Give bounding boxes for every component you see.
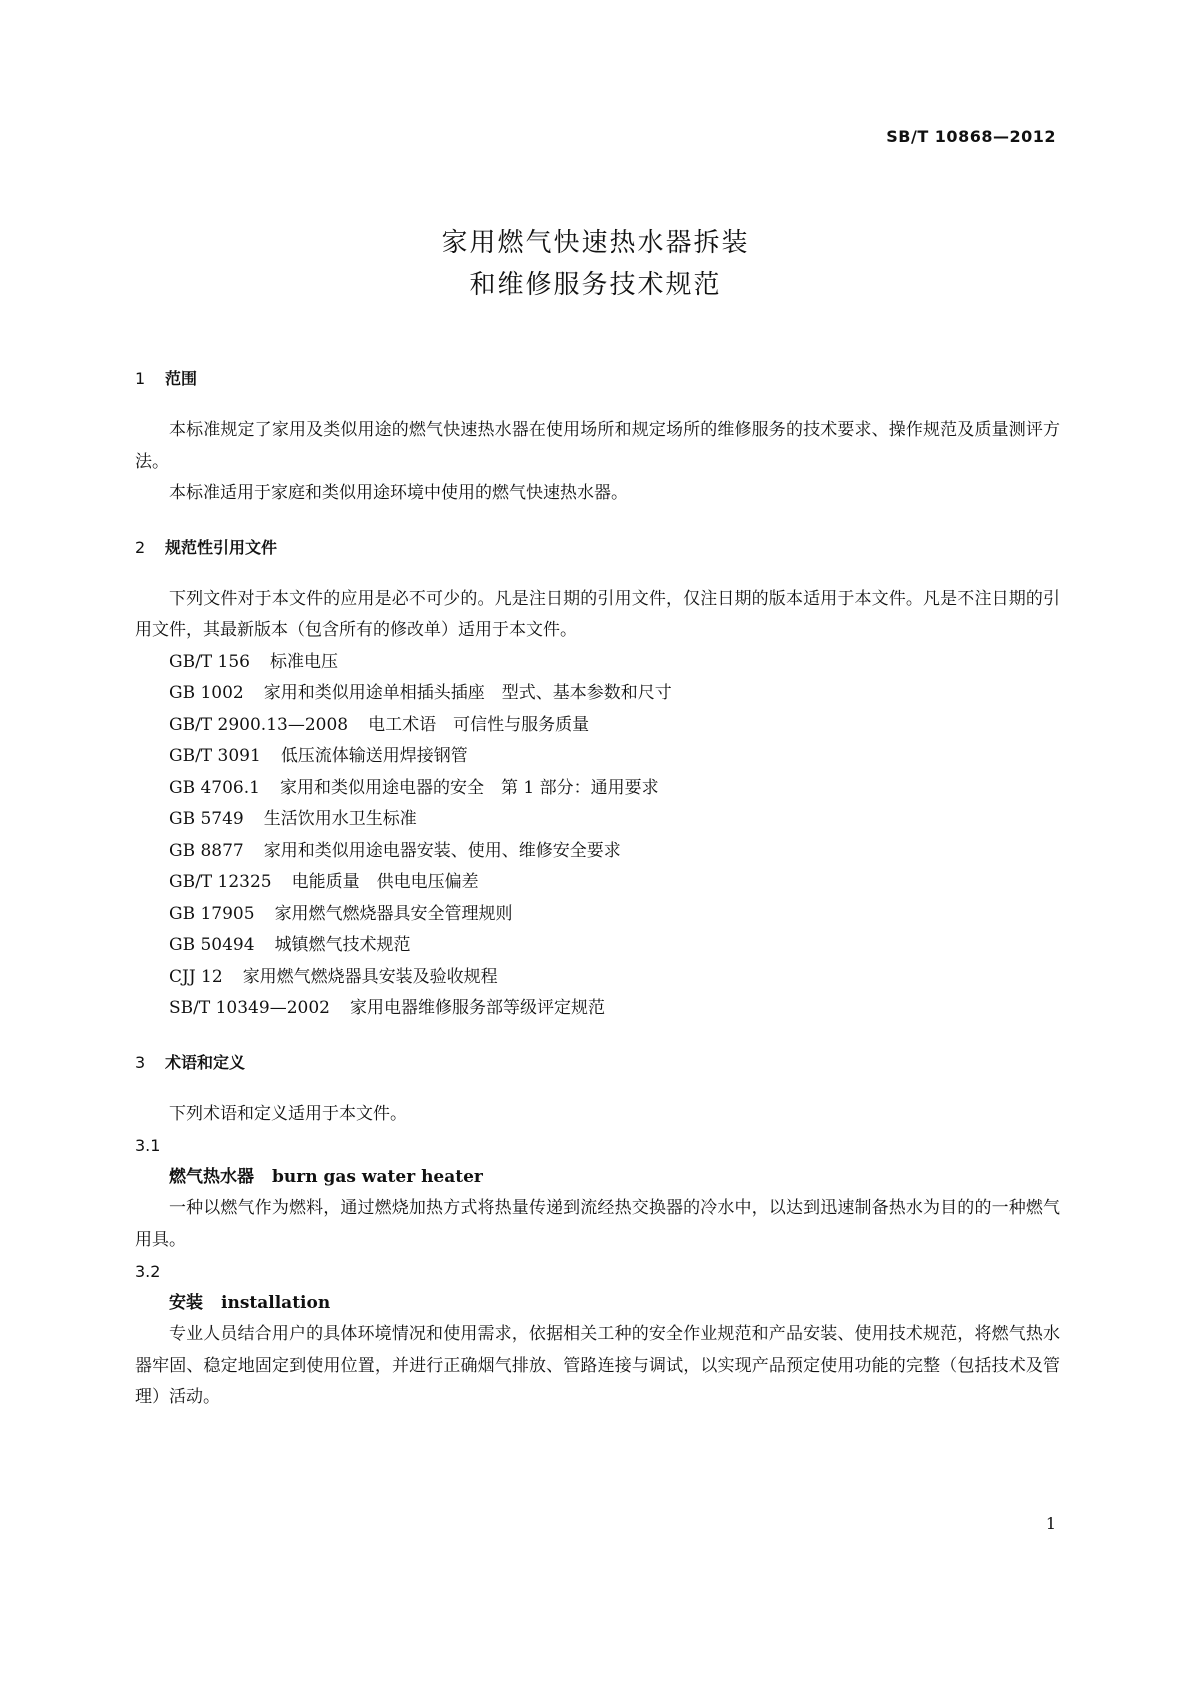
section-spacer: [135, 1025, 1060, 1047]
reference-title: 家用燃气燃烧器具安全管理规则: [274, 903, 513, 924]
section-3-heading: [135, 1047, 1060, 1078]
page-number: 1: [1045, 1514, 1056, 1533]
section-2-heading: [135, 532, 1060, 563]
reference-title: 生活饮用水卫生标准: [263, 809, 417, 829]
reference-code: GB 50494: [169, 935, 255, 955]
section-1-paragraph-1: 本标准规定了家用及类似用途的燃气快速热水器在使用场所和规定场所的维修服务的技术要求、操作规范及质量测评方法。: [135, 420, 1060, 472]
term-name-en: installation: [221, 1292, 331, 1313]
reference-item: [135, 899, 1060, 931]
reference-item: [135, 773, 1060, 805]
document-title: [0, 222, 1191, 306]
section-1-paragraph-2: 本标准适用于家庭和类似用途环境中使用的燃气快速热水器。: [169, 483, 628, 503]
reference-code: GB 8877: [169, 840, 244, 861]
section-1-heading: [135, 363, 1060, 394]
reference-item: [135, 836, 1060, 868]
term-name-zh: 燃气热水器: [169, 1166, 254, 1187]
term-definition: 专业人员结合用户的具体环境情况和使用需求，依据相关工种的安全作业规范和产品安装、使用技术规范，将燃气热水器牢固、稳定地固定到使用位置，并进行正确烟气排放、管路连接与调试，以实现产品预定使用功能的完整（包括技术及管理）活动。: [135, 1324, 1060, 1407]
reference-item: [135, 804, 1060, 836]
reference-title: 标准电压: [270, 651, 338, 672]
reference-item: [135, 678, 1060, 710]
reference-title: 家用和类似用途电器的安全 第 1 部分：通用要求: [279, 777, 659, 798]
reference-title: 家用和类似用途电器安装、使用、维修安全要求: [263, 840, 621, 861]
reference-item: [135, 741, 1060, 773]
section-spacer: [135, 510, 1060, 532]
title-line-1: 家用燃气快速热水器拆装: [441, 228, 750, 258]
standard-code: SB/T 10868—2012: [886, 127, 1056, 146]
term-name-zh: 安装: [169, 1292, 203, 1313]
reference-title: 电工术语 可信性与服务质量: [368, 714, 590, 735]
reference-item: [135, 962, 1060, 994]
term-number: 3.1: [135, 1136, 161, 1155]
section-2-intro: 下列文件对于本文件的应用是必不可少的。凡是注日期的引用文件，仅注日期的版本适用于本文件。凡是不注日期的引用文件，其最新版本（包含所有的修改单）适用于本文件。: [135, 588, 1060, 640]
reference-item: [135, 867, 1060, 899]
section-number: 1: [135, 369, 146, 388]
reference-code: CJJ 12: [169, 966, 223, 987]
term-name: [135, 1162, 1060, 1194]
term-name: [135, 1288, 1060, 1320]
section-number: 2: [135, 537, 146, 557]
term-definition: 一种以燃气作为燃料，通过燃烧加热方式将热量传递到流经热交换器的冷水中，以达到迅速制备热水为目的的一种燃气用具。: [135, 1198, 1060, 1250]
reference-code: GB 1002: [169, 683, 244, 703]
reference-title: 电能质量 供电电压偏差: [291, 872, 479, 892]
reference-title: 家用和类似用途单相插头插座 型式、基本参数和尺寸: [263, 683, 672, 703]
reference-item: [135, 647, 1060, 679]
section-title: 范围: [165, 369, 198, 388]
reference-code: GB/T 12325: [169, 872, 272, 892]
section-title: 术语和定义: [165, 1052, 246, 1072]
document-body: [135, 363, 1060, 1414]
reference-code: GB/T 156: [169, 651, 250, 672]
term-name-en: burn gas water heater: [272, 1166, 483, 1187]
reference-code: GB 17905: [169, 903, 255, 924]
reference-code: GB/T 2900.13—2008: [169, 714, 349, 735]
reference-title: 低压流体输送用焊接钢管: [280, 746, 468, 766]
reference-title: 家用电器维修服务部等级评定规范: [349, 998, 605, 1018]
reference-item: [135, 710, 1060, 742]
section-3-intro: 下列术语和定义适用于本文件。: [169, 1103, 407, 1124]
reference-code: SB/T 10349—2002: [169, 998, 330, 1018]
reference-title: 家用燃气燃烧器具安装及验收规程: [242, 966, 498, 987]
reference-item: [135, 993, 1060, 1025]
section-title: 规范性引用文件: [165, 537, 278, 557]
section-number: 3: [135, 1052, 146, 1072]
reference-item: [135, 930, 1060, 962]
term-number: 3.2: [135, 1262, 161, 1281]
title-line-2: 和维修服务技术规范: [469, 270, 722, 300]
reference-code: GB 4706.1: [169, 777, 260, 798]
reference-code: GB 5749: [169, 809, 244, 829]
reference-code: GB/T 3091: [169, 746, 261, 766]
reference-title: 城镇燃气技术规范: [274, 935, 411, 955]
